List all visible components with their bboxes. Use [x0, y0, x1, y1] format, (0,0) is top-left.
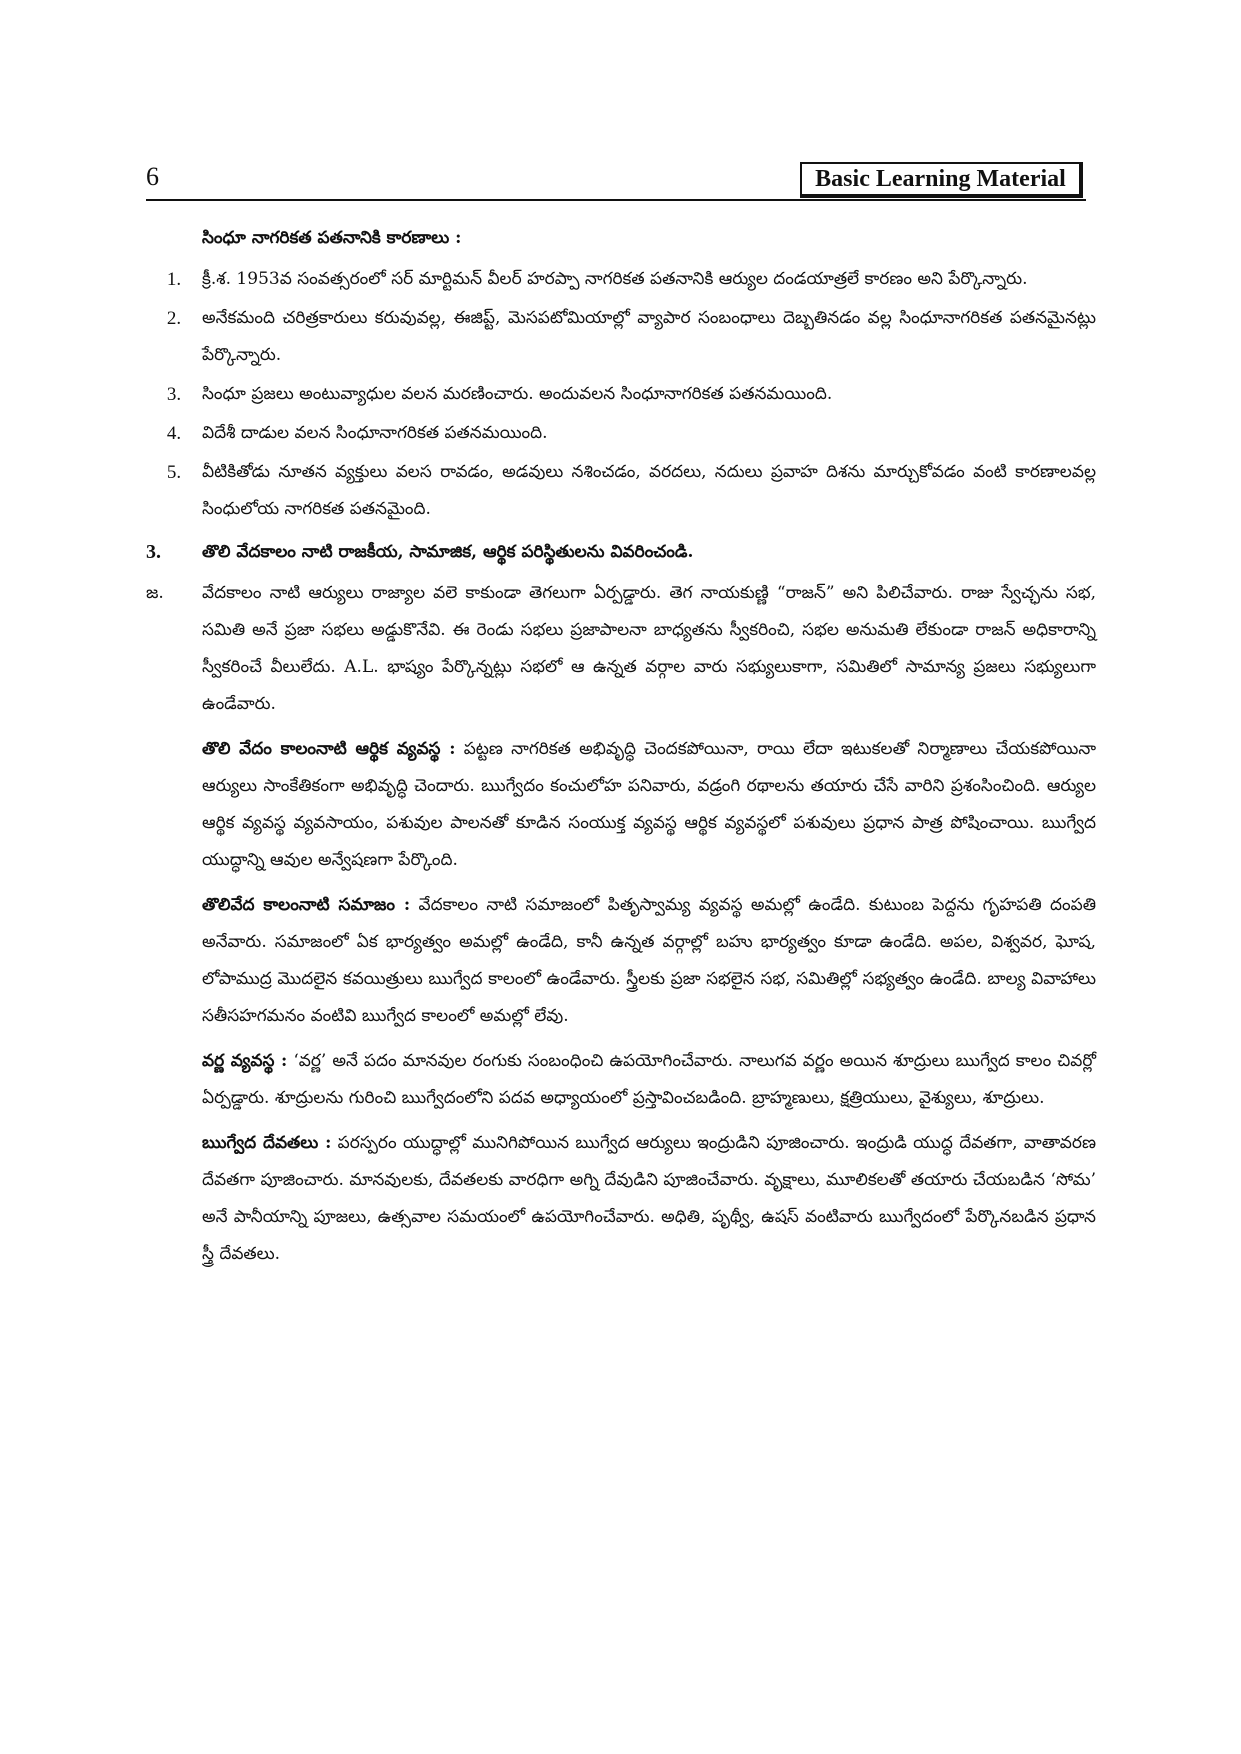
- paragraph-lead: ఋగ్వేద దేవతలు :: [202, 1133, 332, 1153]
- paragraph-lead: తొలివేద కాలంనాటి సమాజం :: [202, 895, 411, 915]
- list-item-text: వీటికితోడు నూతన వ్యక్తులు వలస రావడం, అడవులు నశించడం, వరదలు, నదులు ప్రవాహ దిశను మార్చుకోవడం వంటి కారణాలవల్ల సింధులోయ నాగరికత పతనమైంది.: [202, 462, 1096, 519]
- paragraph-varna: [146, 1043, 1096, 1117]
- list-item-number: 1.: [166, 269, 182, 290]
- list-item-text: క్రీ.శ. 1953వ సంవత్సరంలో సర్ మార్టిమన్ వీలర్ హరప్పా నాగరికత పతనానికి ఆర్యుల దండయాత్రలే కారణం అని పేర్కొన్నారు.: [202, 269, 1028, 289]
- list-item: [146, 376, 1096, 413]
- question: [146, 534, 1096, 571]
- paragraph-society: [146, 887, 1096, 1035]
- list-item-text: అనేకమంది చరిత్రకారులు కరువువల్ల, ఈజిప్ట్, మెసపటోమియాల్లో వ్యాపార సంబంధాలు దెబ్బతినడం వల్ల సింధూనాగరికత పతనమైనట్లు పేర్కొన్నారు.: [202, 308, 1096, 365]
- section-heading: సింధూ నాగరికత పతనానికి కారణాలు :: [202, 228, 462, 248]
- question-text: తొలి వేదకాలం నాటి రాజకీయ, సామాజిక, ఆర్థిక పరిస్థితులను వివరించండి.: [202, 542, 694, 562]
- paragraph-text: ‘వర్ణ’ అనే పదం మానవుల రంగుకు సంబంధించి ఉపయోగించేవారు. నాలుగవ వర్ణం అయిన శూద్రులు ఋగ్వేద కాలం చివర్లో ఏర్పడ్డారు. శూద్రులను గురించి ఋగ్వేదంలోని పదవ అధ్యాయంలో ప్రస్తావించబడింది. బ్రాహ్మణులు, క్షత్రియులు, వైశ్యులు, శూద్రులు.: [202, 1051, 1096, 1108]
- list-item-text: సింధూ ప్రజలు అంటువ్యాధుల వలన మరణించారు. అందువలన సింధూనాగరికత పతనమయింది.: [202, 384, 833, 404]
- list-item-number: 4.: [166, 423, 182, 444]
- answer-text: వేదకాలం నాటి ఆర్యులు రాజ్యాల వలె కాకుండా తెగలుగా ఏర్పడ్డారు. తెగ నాయకుణ్ణి “రాజన్” అని పిలిచేవారు. రాజు స్వేచ్ఛను సభ, సమితి అనే ప్రజా సభలు అడ్డుకొనేవి. ఈ రెండు సభలు ప్రజాపాలనా బాధ్యతను స్వీకరించి, సభల అనుమతి లేకుండా రాజన్ అధికారాన్ని స్వీకరించే వీలులేదు. A.L. భాష్యం పేర్కొన్నట్లు సభలో ఆ ఉన్నత వర్గాల వారు సభ్యులుకాగా, సమితిలో సామాన్య ప్రజలు సభ్యులుగా ఉండేవారు.: [202, 583, 1096, 714]
- list-item: [146, 454, 1096, 528]
- paragraph-economy: [146, 731, 1096, 879]
- list-item-text: విదేశీ దాడుల వలన సింధూనాగరికత పతనమయింది.: [202, 423, 548, 443]
- list-item-number: 2.: [166, 308, 182, 329]
- paragraph-text: వేదకాలం నాటి సమాజంలో పితృస్వామ్య వ్యవస్థ అమల్లో ఉండేది. కుటుంబ పెద్దను గృహపతి దంపతి అనేవారు. సమాజంలో ఏక భార్యత్వం అమల్లో ఉండేది, కానీ ఉన్నత వర్గాల్లో బహు భార్యత్వం కూడా ఉండేది. అపల, విశ్వవర, ఘోష, లోపాముద్ర మొదలైన కవయిత్రులు ఋగ్వేద కాలంలో ఉండేవారు. స్త్రీలకు ప్రజా సభలైన సభ, సమితిల్లో సభ్యత్వం ఉండేది. బాల్య వివాహాలు సతీసహగమనం వంటివి ఋగ్వేద కాలంలో అమల్లో లేవు.: [202, 895, 1097, 1026]
- list-item: [146, 300, 1096, 374]
- page-number: 6: [146, 162, 159, 191]
- list-item: [146, 261, 1096, 298]
- list-item-number: 5.: [166, 462, 182, 483]
- header-title-box: [800, 162, 1083, 198]
- list-item-number: 3.: [166, 384, 182, 405]
- page-content: [146, 220, 1096, 1273]
- answer-label: జ.: [146, 583, 164, 603]
- header-title: Basic Learning Material: [815, 166, 1066, 192]
- paragraph-text: పట్టణ నాగరికత అభివృద్ధి చెందకపోయినా, రాయి లేదా ఇటుకలతో నిర్మాణాలు చేయకపోయినా ఆర్యులు సాంకేతికంగా అభివృద్ధి చెందారు. ఋగ్వేదం కంచులోహ పనివారు, వడ్రంగి రథాలను తయారు చేసే వారిని ప్రశంసించింది. ఆర్యుల ఆర్థిక వ్యవస్థ వ్యవసాయం, పశువుల పాలనతో కూడిన సంయుక్త వ్యవస్థ ఆర్థిక వ్యవస్థలో పశువులు ప్రధాన పాత్ర పోషించాయి. ఋగ్వేద యుద్ధాన్ని ఆవుల అన్వేషణగా పేర్కొంది.: [202, 739, 1096, 870]
- paragraph-deities: [146, 1125, 1096, 1273]
- paragraph-lead: వర్ణ వ్యవస్థ :: [202, 1051, 288, 1071]
- answer: [146, 575, 1096, 723]
- paragraph-text: పరస్పరం యుద్ధాల్లో మునిగిపోయిన ఋగ్వేద ఆర్యులు ఇంద్రుడిని పూజించారు. ఇంద్రుడి యుద్ధ దేవతగా, వాతావరణ దేవతగా పూజించారు. మానవులకు, దేవతలకు వారధిగా అగ్ని దేవుడిని పూజించేవారు. వృక్షాలు, మూలికలతో తయారు చేయబడిన ‘సోమ’ అనే పానీయాన్ని పూజలు, ఉత్సవాల సమయంలో ఉపయోగించేవారు. అధితి, పృథ్వీ, ఉషస్ వంటివారు ఋగ్వేదంలో పేర్కొనబడిన ప్రధాన స్త్రీ దేవతలు.: [202, 1133, 1096, 1264]
- header-rule: [146, 199, 1086, 201]
- question-number: 3.: [146, 541, 161, 563]
- paragraph-lead: తొలి వేదం కాలంనాటి ఆర్థిక వ్యవస్థ :: [202, 739, 456, 759]
- list-item: [146, 415, 1096, 452]
